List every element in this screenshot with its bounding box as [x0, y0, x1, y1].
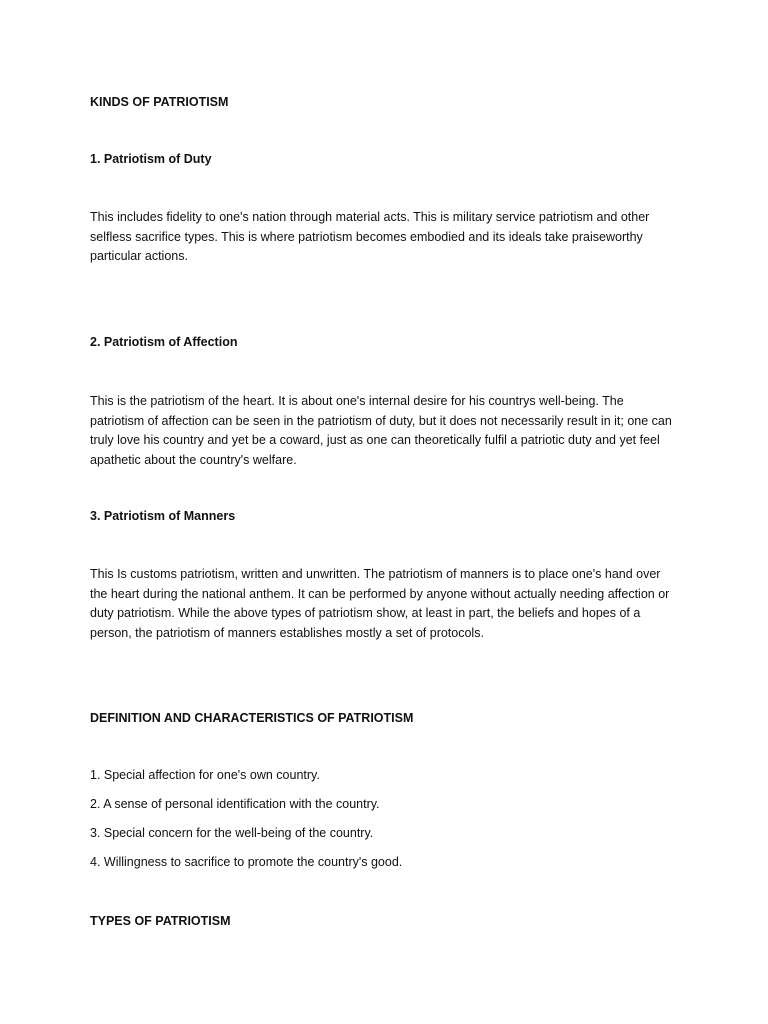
section-heading-affection: 2. Patriotism of Affection: [90, 335, 238, 349]
section-body-manners: This Is customs patriotism, written and unwritten. The patriotism of manners is to place one's hand over the heart during the national anthem. It can be performed by anyone without actually needing affection or duty patriotism. While the above types of patriotism show, at least in part, the beliefs and hopes of a person, the patriotism of manners establishes mostly a set of protocols.: [90, 567, 670, 640]
section-heading-manners: 3. Patriotism of Manners: [90, 509, 236, 523]
section-heading-duty: 1. Patriotism of Duty: [90, 152, 212, 166]
list-item: 2. A sense of personal identification with the country.: [90, 797, 380, 811]
section-body-duty: This includes fidelity to one's nation through material acts. This is military service patriotism and other selfless sacrifice types. This is where patriotism becomes embodied and its ideals take praiseworthy particular actions.: [90, 210, 650, 263]
types-heading: TYPES OF PATRIOTISM: [90, 914, 231, 928]
list-item: 3. Special concern for the well-being of the country.: [90, 826, 374, 840]
definition-heading: DEFINITION AND CHARACTERISTICS OF PATRIOTISM: [90, 711, 414, 725]
list-item: 4. Willingness to sacrifice to promote the country's good.: [90, 855, 403, 869]
list-item: 1. Special affection for one's own country.: [90, 768, 320, 782]
document-title: KINDS OF PATRIOTISM: [90, 95, 229, 109]
section-body-affection: This is the patriotism of the heart. It is about one's internal desire for his countrys well-being. The patriotism of affection can be seen in the patriotism of duty, but it does not necessarily result in it; one can truly love his country and yet be a coward, just as one can theoretically fulfil a patriotic duty and yet feel apathetic about the country's welfare.: [90, 394, 672, 467]
